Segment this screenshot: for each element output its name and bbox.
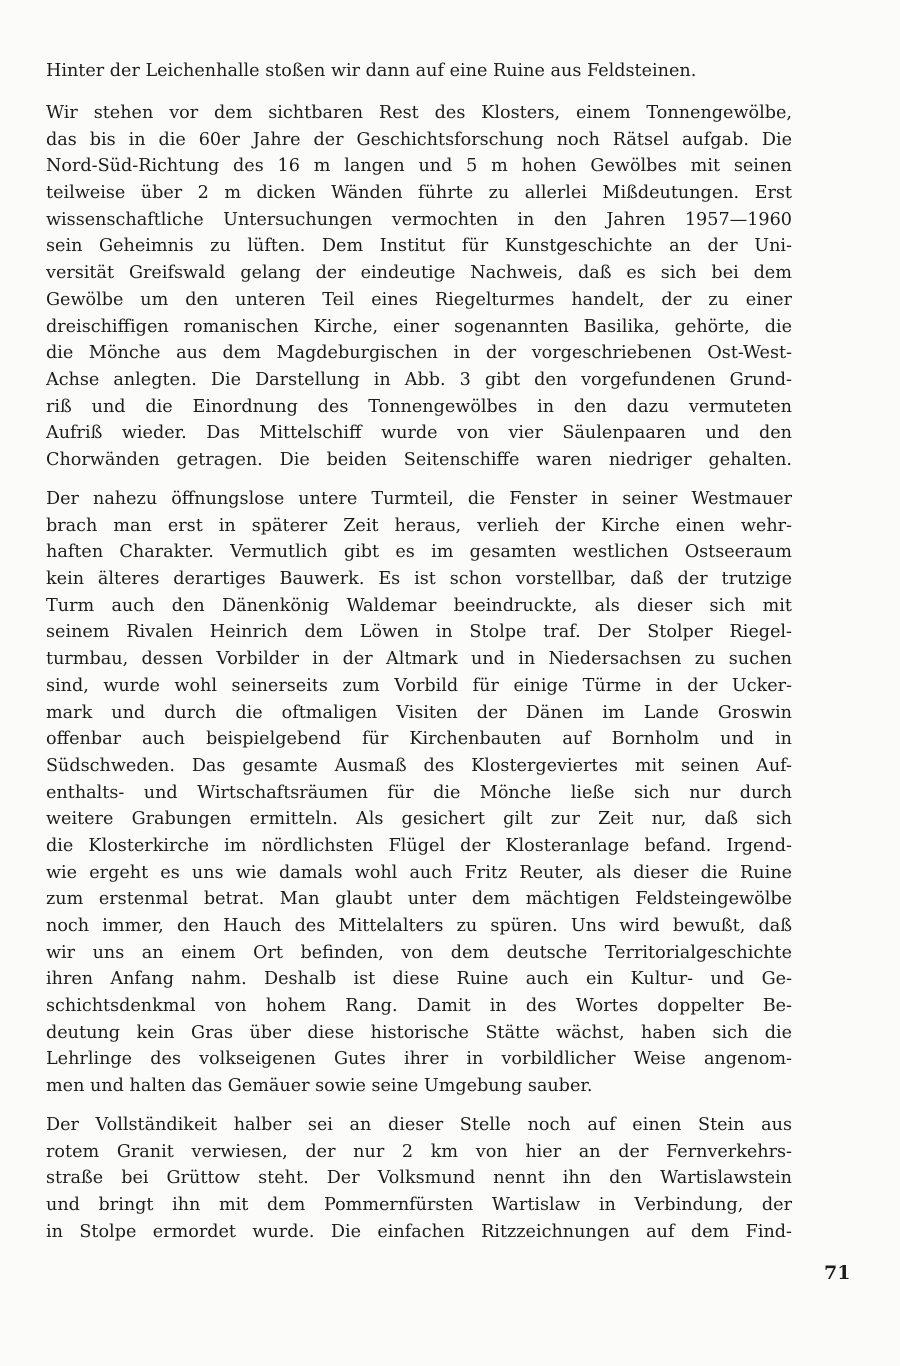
text-line: Gewölbe um den unteren Teil eines Riegelturmes handelt, der zu einer [46,289,792,310]
text-line: teilweise über 2 m dicken Wänden führte zu allerlei Mißdeutungen. Erst [46,183,792,204]
text-line: offenbar auch beispielgebend für Kirchenbauten auf Bornholm und in [46,729,792,750]
text-line: noch immer, den Hauch des Mittelalters zu spüren. Uns wird bewußt, daß [46,916,792,936]
text-line: brach man erst in späterer Zeit heraus, verlieh der Kirche einen wehr- [46,515,792,536]
text-line: Chorwänden getragen. Die beiden Seitenschiffe waren niedriger gehalten. [46,449,792,470]
text-line: Turm auch den Dänenkönig Waldemar beeindruckte, als dieser sich mit [46,595,792,616]
text-line: Südschweden. Das gesamte Ausmaß des Klostergeviertes mit seinen Auf- [46,755,792,776]
book-page [46,0,851,1366]
text-line: wie ergeht es uns wie damals wohl auch Fritz Reuter, als dieser die Ruine [46,862,792,883]
text-line: die Klosterkirche im nördlichsten Flügel der Klosteranlage befand. Irgend- [46,835,792,856]
text-line: Achse anlegten. Die Darstellung in Abb. 3 gibt den vorgefundenen Grund- [46,369,792,390]
text-line: die Mönche aus dem Magdeburgischen in der vorgeschriebenen Ost-West- [46,343,792,364]
text-line: kein älteres derartiges Bauwerk. Es ist schon vorstellbar, daß der trutzige [46,569,792,590]
text-line: Aufriß wieder. Das Mittelschiff wurde von vier Säulenpaaren und den [46,423,792,444]
text-line: das bis in die 60er Jahre der Geschichtsforschung noch Rätsel aufgab. Die [46,129,792,150]
text-line: men und halten das Gemäuer sowie seine Umgebung sauber. [46,1076,593,1097]
text-line: Hinter der Leichenhalle stoßen wir dann auf eine Ruine aus Feldsteinen. [46,61,697,81]
text-line: schichtsdenkmal von hohem Rang. Damit in des Wortes doppelter Be- [46,996,792,1017]
text-line: und bringt ihn mit dem Pommernfürsten Wartislaw in Verbindung, der [46,1195,792,1216]
paragraph [46,1112,792,1245]
text-line: riß und die Einordnung des Tonnengewölbes in den dazu vermuteten [46,396,792,417]
text-line: deutung kein Gras über diese historische Stätte wächst, haben sich die [46,1022,792,1043]
text-line: versität Greifswald gelang der eindeutige Nachweis, daß es sich bei dem [46,263,792,284]
paragraph [46,100,792,474]
text-line: straße bei Grüttow steht. Der Volksmund nennt ihn den Wartislawstein [46,1168,792,1189]
text-line: weitere Grabungen ermitteln. Als gesichert gilt zur Zeit nur, daß sich [46,809,792,830]
text-line: haften Charakter. Vermutlich gibt es im gesamten westlichen Ostseeraum [46,542,792,563]
paragraph [46,58,792,85]
paragraph [46,486,792,1100]
text-line: dreischiffigen romanischen Kirche, einer sogenannten Basilika, gehörte, die [46,316,792,337]
text-line: seinem Rivalen Heinrich dem Löwen in Stolpe traf. Der Stolper Riegel- [46,622,792,643]
text-line: zum erstenmal betrat. Man glaubt unter dem mächtigen Feldsteingewölbe [46,889,792,910]
text-line: mark und durch die oftmaligen Visiten der Dänen im Lande Groswin [46,702,792,723]
text-line: in Stolpe ermordet wurde. Die einfachen Ritzzeichnungen auf dem Find- [46,1221,792,1242]
text-line: wissenschaftliche Untersuchungen vermochten in den Jahren 1957—1960 [46,209,792,230]
text-line: Der nahezu öffnungslose untere Turmteil, die Fenster in seiner Westmauer [46,489,792,509]
page-number: 71 [824,1262,851,1284]
text-line: Der Vollständikeit halber sei an dieser Stelle noch auf einen Stein aus [46,1115,792,1135]
text-line: sind, wurde wohl seinerseits zum Vorbild für einige Türme in der Ucker- [46,675,792,696]
text-line: sein Geheimnis zu lüften. Dem Institut für Kunstgeschichte an der Uni- [46,236,792,257]
text-line: turmbau, dessen Vorbilder in der Altmark und in Niedersachsen zu suchen [46,649,792,670]
text-line: Lehrlinge des volkseigenen Gutes ihrer in vorbildlicher Weise angenom- [46,1049,792,1070]
text-line: Nord-Süd-Richtung des 16 m langen und 5 m hohen Gewölbes mit seinen [46,156,792,177]
text-line: ihren Anfang nahm. Deshalb ist diese Ruine auch ein Kultur- und Ge- [46,969,792,990]
text-line: enthalts- und Wirtschaftsräumen für die Mönche ließe sich nur durch [46,782,792,803]
text-line: rotem Granit verwiesen, der nur 2 km von hier an der Fernverkehrs- [46,1141,792,1162]
text-line: Wir stehen vor dem sichtbaren Rest des Klosters, einem Tonnengewölbe, [46,103,792,123]
text-line: wir uns an einem Ort befinden, von dem deutsche Territorialgeschichte [46,942,792,963]
